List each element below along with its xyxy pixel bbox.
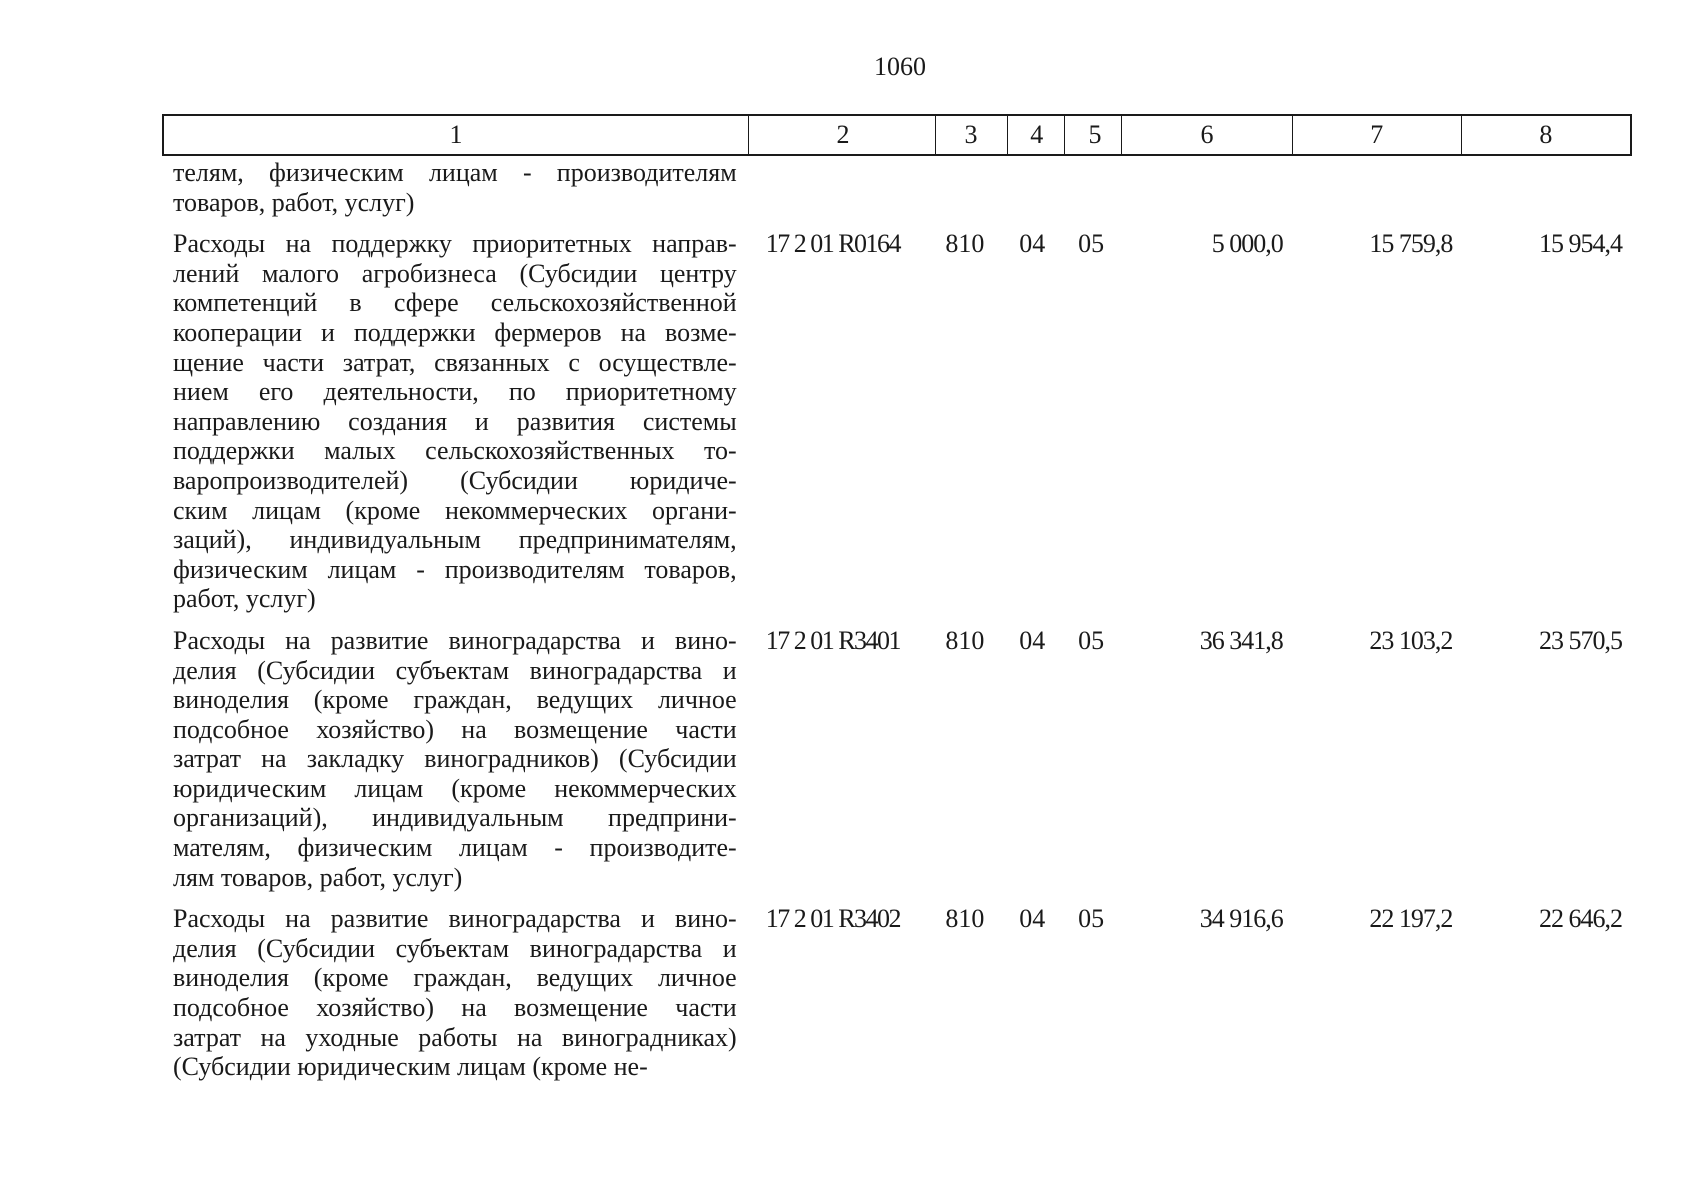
table-header-row: [162, 114, 1632, 156]
description-line: компетенций в сфере сельскохозяйственной: [173, 288, 737, 318]
table-row: [162, 626, 1632, 892]
description-line: работ, услуг): [173, 584, 316, 614]
header-cell-7: 7: [1292, 116, 1461, 154]
header-cell-1: 1: [449, 120, 463, 149]
row-sum-3: [1462, 158, 1632, 217]
row-sum-1: 34 916,6: [1199, 904, 1283, 934]
row-pr: 05: [1078, 904, 1105, 934]
description-line: Расходы на поддержку приоритетных направ-: [173, 229, 737, 259]
description-line: делия (Субсидии субъектам виноградарства и: [173, 655, 737, 685]
row-description: [162, 626, 748, 892]
description-line: затрат на уходные работы на виноградниках): [173, 1022, 737, 1052]
row-code: 17 2 01 R0164: [765, 229, 901, 259]
row-rz: 04: [1019, 229, 1046, 259]
description-line: направлению создания и развития системы: [173, 406, 737, 436]
description-line: поддержки малых сельскохозяйственных то-: [173, 436, 737, 466]
header-cell-5: 5: [1064, 116, 1122, 154]
budget-table: [162, 114, 1632, 1094]
row-sum-2: 23 103,2: [1369, 625, 1453, 655]
row-sum-2: 22 197,2: [1369, 904, 1453, 934]
row-sum-1: [1122, 158, 1293, 217]
row-sum-2: 15 759,8: [1369, 229, 1453, 259]
description-line: юридическим лицам (кроме некоммерческих: [173, 773, 737, 803]
header-cell-4: 4: [1007, 116, 1064, 154]
description-line: (Субсидии юридическим лицам (кроме не-: [173, 1052, 648, 1082]
row-code: [748, 158, 936, 217]
row-sum-1: 36 341,8: [1199, 625, 1283, 655]
row-sum-1: 5 000,0: [1211, 229, 1283, 259]
row-sum-3: 23 570,5: [1539, 625, 1623, 655]
description-line: телям, физическим лицам - производителям: [173, 158, 737, 187]
row-rz: 04: [1019, 904, 1046, 934]
row-vr: 810: [945, 625, 985, 655]
description-line: нием его деятельности, по приоритетному: [173, 377, 737, 407]
header-cell-3: 3: [935, 116, 1007, 154]
row-code: 17 2 01 R3402: [765, 904, 901, 934]
description-line: кооперации и поддержки фермеров на возме-: [173, 317, 737, 347]
row-sum-2: [1293, 158, 1463, 217]
row-rz: [1007, 158, 1064, 217]
table-row: [162, 158, 1632, 217]
row-rz: 04: [1019, 625, 1046, 655]
header-cell-2: 2: [748, 116, 935, 154]
row-sum-3: 15 954,4: [1539, 229, 1623, 259]
description-line: затрат на закладку виноградников) (Субсидии: [173, 744, 737, 774]
description-line: виноделия (кроме граждан, ведущих личное: [173, 685, 737, 715]
header-cell-8: 8: [1461, 116, 1630, 154]
description-line: виноделия (кроме граждан, ведущих личное: [173, 963, 737, 993]
description-line: ским лицам (кроме некоммерческих органи-: [173, 495, 737, 525]
description-line: мателям, физическим лицам - производите-: [173, 833, 737, 863]
description-line: лений малого агробизнеса (Субсидии центру: [173, 258, 737, 288]
description-line: делия (Субсидии субъектам виноградарства и: [173, 933, 737, 963]
row-code: 17 2 01 R3401: [765, 625, 901, 655]
table-row: [162, 229, 1632, 614]
description-line: товаров, работ, услуг): [173, 187, 415, 217]
table-row: [162, 904, 1632, 1082]
description-line: Расходы на развитие виноградарства и вино-: [173, 625, 737, 655]
row-description: [162, 229, 748, 614]
row-vr: 810: [945, 904, 985, 934]
row-pr: [1064, 158, 1122, 217]
row-pr: 05: [1078, 229, 1105, 259]
description-line: лям товаров, работ, услуг): [173, 862, 463, 892]
row-vr: [935, 158, 1007, 217]
table-body: [162, 158, 1632, 1082]
row-description: [162, 158, 748, 217]
description-line: организаций), индивидуальным предприни-: [173, 803, 737, 833]
page-number: 1060: [874, 52, 926, 81]
description-line: варопроизводителей) (Субсидии юридиче-: [173, 465, 737, 495]
description-line: подсобное хозяйство) на возмещение части: [173, 714, 737, 744]
description-line: щение части затрат, связанных с осуществле-: [173, 347, 737, 377]
row-pr: 05: [1078, 625, 1105, 655]
description-line: Расходы на развитие виноградарства и вино-: [173, 904, 737, 934]
description-line: заций), индивидуальным предпринимателям,: [173, 525, 737, 555]
description-line: физическим лицам - производителям товаров,: [173, 554, 737, 584]
header-cell-6: 6: [1121, 116, 1291, 154]
row-vr: 810: [945, 229, 985, 259]
description-line: подсобное хозяйство) на возмещение части: [173, 993, 737, 1023]
row-description: [162, 904, 748, 1082]
row-sum-3: 22 646,2: [1539, 904, 1623, 934]
